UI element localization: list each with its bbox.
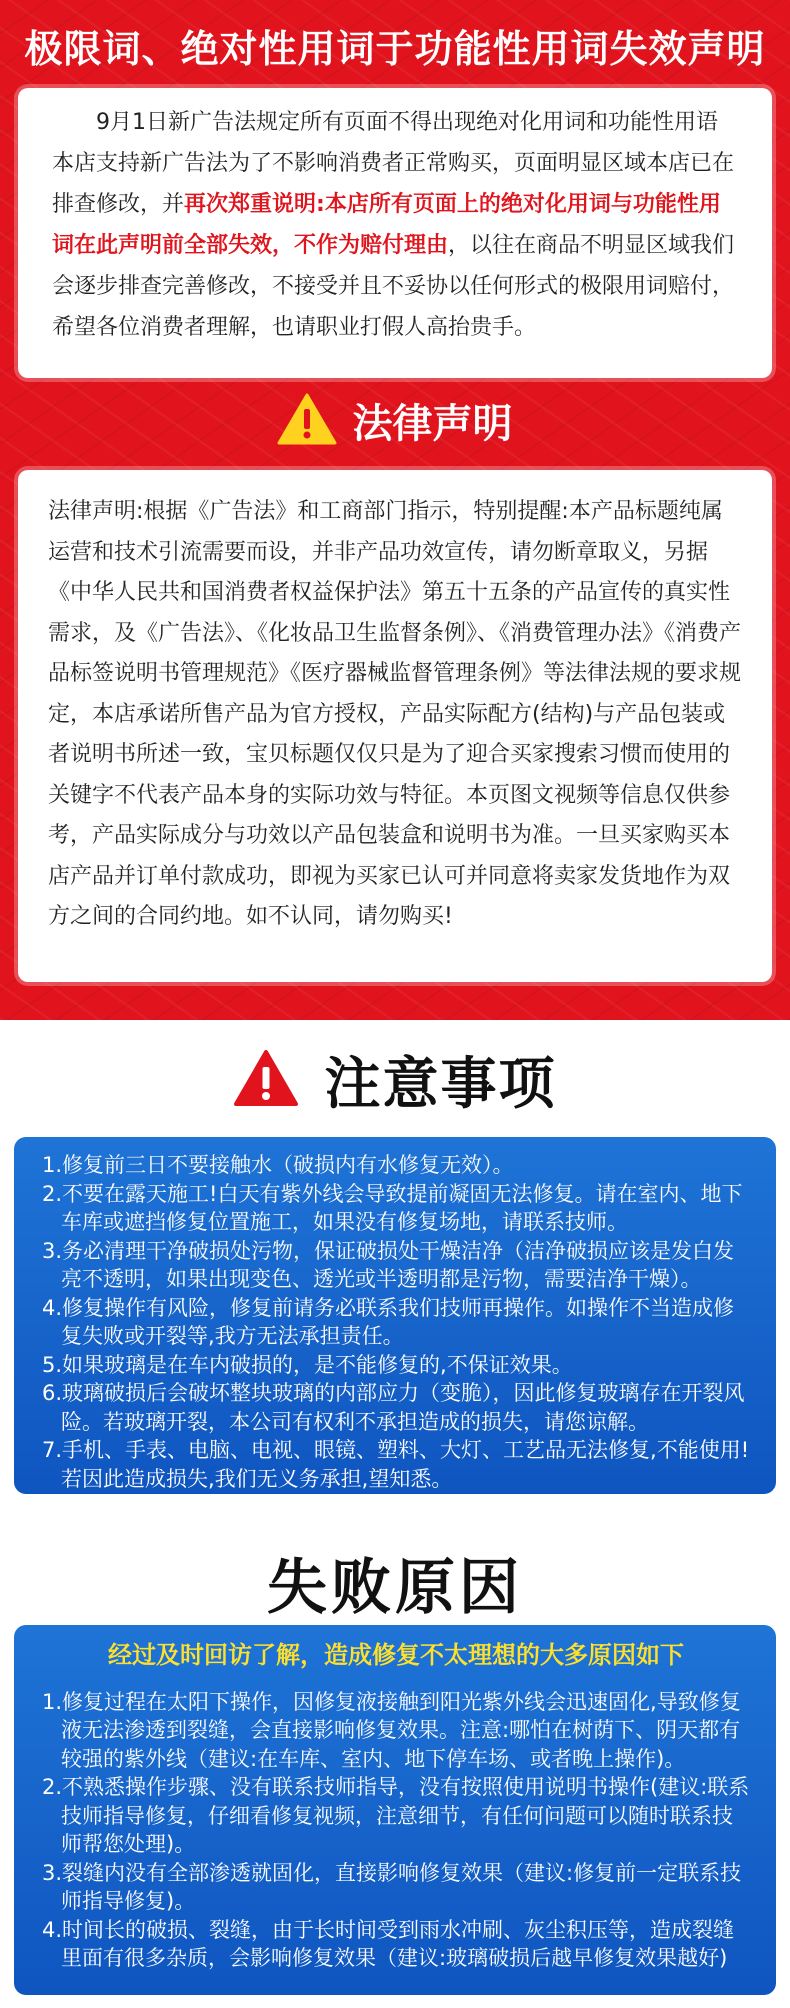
statement-closing: ，以往在商品不明显区域我们会逐步排查完善修改，不接受并且不妥协以任何形式的极限用词赔付，希望各位消费者理解，也请职业打假人高抬贵手。 <box>52 233 735 340</box>
legal-text: 法律声明:根据《广告法》和工商部门指示，特别提醒:本产品标题纯属运营和技术引流需要而设，并非产品功效宣传，请勿断章取义，另据《中华人民共和国消费者权益保护法》第五十五条的产品宣传的真实性需求，及《广告法》、《化妆品卫生监督条例》、《消费管理办法》《消费产品标签说明书管理规范》《医疗器械监督管理条例》等法律法规的要求规定，本店承诺所售产品为官方授权，产品实际配方(结构)与产品包装或者说明书所述一致，宝贝标题仅仅只是为了迎合买家搜索习惯而使用的关键字不代表产品本身的实际功效与特征。本页图文视频等信息仅供参考，产品实际成分与功效以产品包装盒和说明书为准。一旦买家购买本店产品并订单付款成功，即视为买家已认可并同意将卖家发货地作为双方之间的合同约地。如不认同，请勿购买! <box>48 499 742 929</box>
statement-emphasis: 再次郑重说明:本店所有页面上的绝对化用词与功能性用词在此声明前全部失效，不作为赔付理由 <box>52 192 721 258</box>
failure-subtitle: 经过及时回访了解，造成修复不太理想的大多原因如下 <box>108 1641 684 1669</box>
notice-heading-label: 注意事项 <box>324 1052 557 1117</box>
list-item: 3.裂缝内没有全部渗透就固化，直接影响修复效果（建议:修复前一定联系技师指导修复)。 <box>42 1860 742 1913</box>
warning-triangle-icon <box>233 1049 299 1111</box>
list-item: 2.不熟悉操作步骤、没有联系技师指导，没有按照使用说明书操作(建议:联系技师指导修复，仔细看修复视频，注意细节，有任何问题可以随时联系技师帮您处理)。 <box>42 1775 750 1856</box>
list-item: 4.时间长的破损、裂缝，由于长时间受到雨水冲刷、灰尘积压等，造成裂缝里面有很多杂质，会影响修复效果（建议:玻璃破损后越早修复效果越好) <box>42 1917 735 1970</box>
failure-heading: 失败原因 <box>267 1553 523 1623</box>
list-item: 1.修复前三日不要接触水（破损内有水修复无效）。 <box>42 1153 514 1177</box>
list-item: 2.不要在露天施工!白天有紫外线会导致提前凝固无法修复。请在室内、地下车库或遮挡修复位置施工，如果没有修复场地，请联系技师。 <box>42 1181 743 1234</box>
list-item: 4.修复操作有风险，修复前请务必联系我们技师再操作。如操作不当造成修复失败或开裂等,我方无法承担责任。 <box>42 1295 735 1348</box>
list-item: 5.如果玻璃是在车内破损的，是不能修复的,不保证效果。 <box>42 1352 573 1377</box>
page-title: 极限词、绝对性用词于功能性用词失效声明 <box>24 27 766 71</box>
warning-triangle-icon <box>277 393 337 449</box>
statement-text <box>52 102 738 348</box>
statement-card <box>18 88 772 378</box>
list-item: 3.务必清理干净破损处污物，保证破损处干燥洁净（洁净破损应该是发白发亮不透明，如果出现变色、透光或半透明都是污物，需要洁净干燥）。 <box>42 1238 735 1291</box>
legal-card <box>18 470 772 982</box>
list-item: 7.手机、手表、电脑、电视、眼镜、塑料、大灯、工艺品无法修复,不能使用!若因此造成损失,我们无义务承担,望知悉。 <box>42 1438 750 1491</box>
legal-heading-label: 法律声明 <box>352 401 513 447</box>
notice-heading <box>0 1040 790 1120</box>
list-item: 1.修复过程在太阳下操作，因修复液接触到阳光紫外线会迅速固化,导致修复液无法渗透到裂缝，会直接影响修复效果。注意:哪怕在树荫下、阴天都有较强的紫外线（建议:在车库、室内、地下停车场、或者晚上操作)。 <box>42 1689 741 1771</box>
statement-intro: 9月1日新广告法规定所有页面不得出现绝对化用词和功能性用语本店支持新广告法为了不影响消费者正常购买，页面明显区域本店已在排查修改，并 <box>52 110 735 217</box>
list-item: 6.玻璃破损后会破坏整块玻璃的内部应力（变脆），因此修复玻璃存在开裂风险。若玻璃开裂，本公司有权利不承担造成的损失，请您谅解。 <box>42 1381 745 1434</box>
notice-panel <box>14 1137 776 1494</box>
failure-panel <box>14 1625 776 1995</box>
legal-heading <box>0 392 790 449</box>
